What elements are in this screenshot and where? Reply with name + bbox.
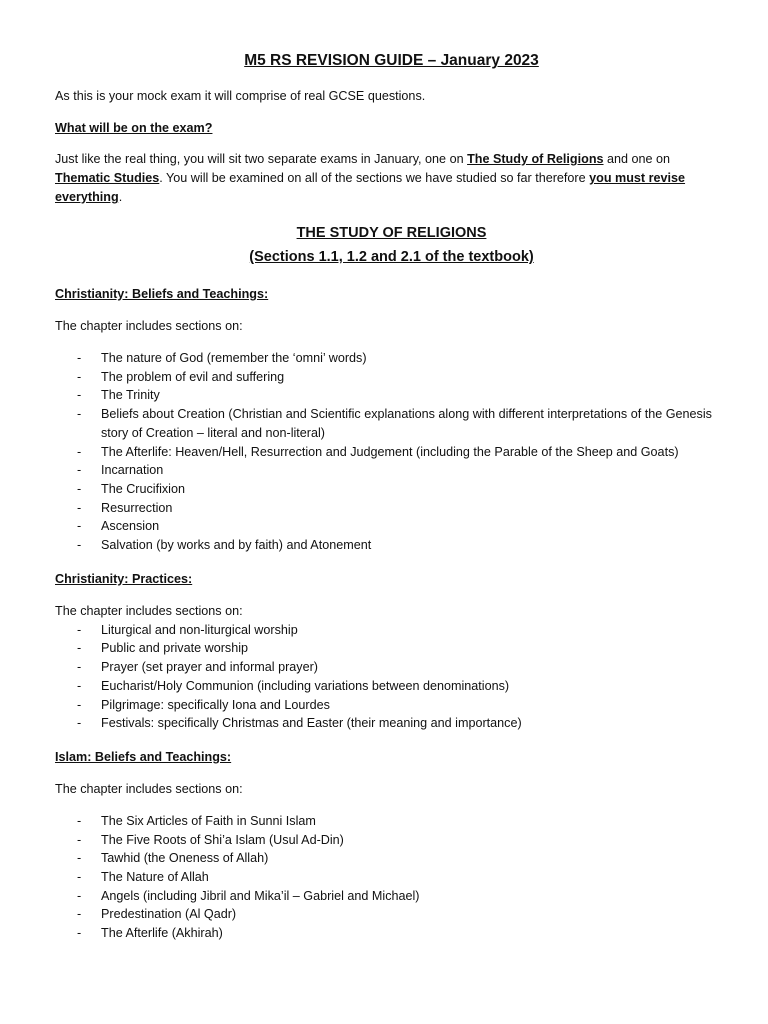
section-header [55,221,728,269]
list-item: - The Trinity [55,386,728,405]
section-subtitle: (Sections 1.1, 1.2 and 2.1 of the textbook) [249,249,534,265]
list-item: - Resurrection [55,499,728,518]
chapter-list [55,621,728,733]
list-item: - Ascension [55,517,728,536]
list-item: - Angels (including Jibril and Mika’il – Gabriel and Michael) [55,887,728,906]
chapter-list [55,349,728,555]
list-item: - The Six Articles of Faith in Sunni Islam [55,812,728,831]
exam-text-1: Just like the real thing, you will sit two separate exams in January, one on [55,152,468,166]
exam-paragraph [55,150,728,207]
thematic-studies-ref: Thematic Studies [55,171,160,185]
document-title: M5 RS REVISION GUIDE – January 2023 [244,52,539,69]
chapter-heading: Christianity: Beliefs and Teachings: [55,287,269,301]
list-item: - Salvation (by works and by faith) and Atonement [55,536,728,555]
section-title: THE STUDY OF RELIGIONS [296,225,487,241]
list-item: - The Crucifixion [55,480,728,499]
list-item: - Eucharist/Holy Communion (including variations between denominations) [55,677,728,696]
exam-text-2: and one on [603,152,671,166]
list-item: - Prayer (set prayer and informal prayer) [55,658,728,677]
chapter-heading: Islam: Beliefs and Teachings: [55,749,232,764]
exam-text-3: . You will be examined on all of the sections we have studied so far therefore [159,171,590,185]
list-item: - The Nature of Allah [55,868,728,887]
list-item: - Pilgrimage: specifically Iona and Lourdes [55,696,728,715]
list-item: - Predestination (Al Qadr) [55,905,728,924]
list-item: - Liturgical and non-liturgical worship [55,621,728,640]
list-item: - Festivals: specifically Christmas and Easter (their meaning and importance) [55,714,728,733]
list-item: - The Afterlife (Akhirah) [55,924,728,943]
exam-heading: What will be on the exam? [55,121,213,135]
list-item: - Beliefs about Creation (Christian and Scientific explanations along with different interpretations of the Genesis story of Creation – literal and non-literal) [55,405,728,442]
list-item: - The Afterlife: Heaven/Hell, Resurrection and Judgement (including the Parable of the Sheep and Goats) [55,443,728,462]
intro-text: As this is your mock exam it will comprise of real GCSE questions. [55,89,426,103]
chapter-heading: Christianity: Practices: [55,571,193,586]
list-item: - Public and private worship [55,639,728,658]
list-item: - The nature of God (remember the ‘omni’ words) [55,349,728,368]
chapter-christianity-practices [55,570,728,733]
revise-everything-emphasis: you must revise everything [55,171,686,204]
chapter-includes: The chapter includes sections on: [55,781,243,796]
chapter-includes: The chapter includes sections on: [55,603,243,618]
exam-text-4: . [118,190,123,204]
list-item: - Tawhid (the Oneness of Allah) [55,849,728,868]
list-item: - Incarnation [55,461,728,480]
chapter-christianity-beliefs [55,285,728,555]
list-item: - The problem of evil and suffering [55,368,728,387]
chapter-list [55,812,728,943]
chapter-includes: The chapter includes sections on: [55,319,243,333]
chapter-islam-beliefs [55,748,728,943]
list-item: - The Five Roots of Shi’a Islam (Usul Ad-Din) [55,831,728,850]
study-of-religions-ref: The Study of Religions [467,152,604,166]
